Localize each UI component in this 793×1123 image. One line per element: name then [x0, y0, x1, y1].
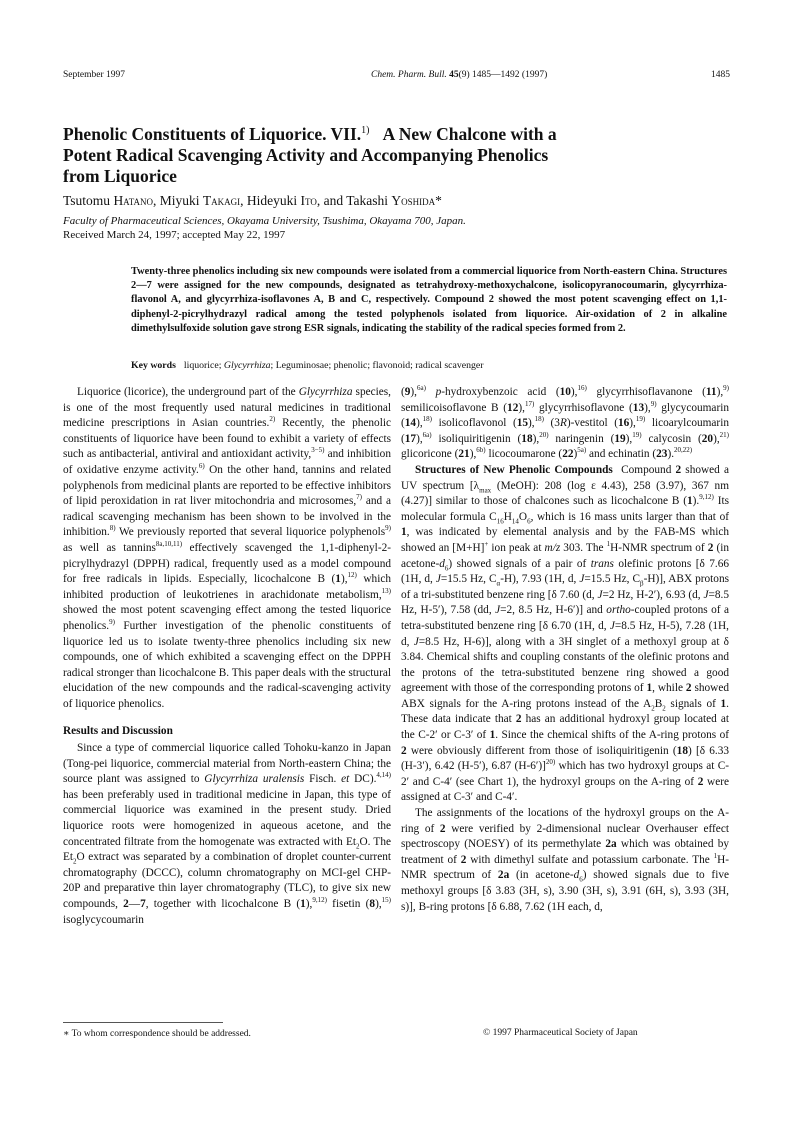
author-surname: Takagi [202, 193, 241, 208]
issue-date: September 1997 [63, 70, 126, 80]
journal-name: Chem. Pharm. Bull. [371, 70, 447, 80]
author-surname: Ito [300, 193, 317, 208]
author-surname: Hatano [113, 193, 153, 208]
body-column-left [63, 385, 391, 928]
title-line-2: Potent Radical Scavenging Activity and Accompanying Phenolics [63, 144, 549, 165]
title-line-1: Phenolic Constituents of Liquorice. VII. [63, 123, 362, 144]
journal-citation [371, 70, 547, 80]
noesy-paragraph: The assignments of the locations of the hydroxyl groups on the A-ring of 2 were verified by 2-dimensional nuclear Overhauser effect spectroscopy (NOESY) of its permethylate 2a which was obtained by treatment of 2 with dimethyl sulfate and potassium carbonate. The $^1$H-NMR spectrum of 2a (in acetone-$d_6$) showed signals due to five methoxyl groups [δ 3.83 (3H, s), 3.90 (3H, s), 3.91 (6H, s), 3.93 (3H, s)], B-ring protons [δ 6.88, 7.62 (1H each, d, [401, 807, 730, 913]
keywords-label: Key words [131, 360, 176, 371]
title-line-1-rest: A New Chalcone with a [382, 123, 557, 144]
journal-issue-pages: (9) 1485—1492 (1997) [458, 70, 548, 80]
corresponding-author-mark: * [435, 193, 442, 208]
title-line-3: from Liquorice [63, 165, 177, 186]
compound-list-paragraph: (9),$^{6a)}$ p-hydroxybenzoic acid (10),$^{16)}$ glycyrrhisoflavanone (11),$^{9)}$ semilicoisoflavone B (12),$^{17)}$ glycyrrhisoflavone (13),$^{9)}$ glycycoumarin (14),$^{18)}$ isolicoflavonol (15),$^{18)}$ (3R)-vestitol (16),$^{19)}$ licoarylcoumarin (17),$^{6a)}$ isoliquiritigenin (18),$^{20)}$ naringenin (19),$^{19)}$ calycosin (20),$^{21)}$ glicoricone (21),$^{6b)}$ licocoumarone $(22)^{5a)}$ and echinatin (23).$^{20,22)}$ [401, 384, 729, 461]
affiliation: Faculty of Pharmaceutical Sciences, Okayama University, Tsushima, Okayama 700, Japan. [63, 215, 466, 227]
section-heading: Results and Discussion [63, 725, 173, 738]
copyright-notice: © 1997 Pharmaceutical Society of Japan [483, 1028, 638, 1038]
results-paragraph: Since a type of commercial liquorice called Tohoku-kanzo in Japan (Tong-pei liquorice, commercial material from North-eastern China; the source plant was assigned to Glycyrrhiza uralensis Fisch. et DC).$^{4,14)}$ has been preferably used in traditional medicine in Japan, this type of commercial liquorice was examined in the present study. Dried liquorice roots were homogenized in aqueous acetone, and the concentrated filtrate from the homogenate was extracted with $Et_2O$. The $Et_2O$ extract was separated by a combination of droplet counter-current chromatography (DCCC), column chromatography on MCI-gel CHP-20P and preparative thin layer chromatography (TLC), to give six new compounds, 2—7, together with licochalcone B (1),$^{9,12)}$ fisetin (8),$^{15)}$ isoglycycoumarin [63, 742, 391, 926]
keywords: Key words liquorice; Glycyrrhiza; Leguminosae; phenolic; flavonoid; radical scavenger [131, 360, 484, 371]
author-surname: Yoshida [391, 193, 436, 208]
journal-volume: 45 [449, 70, 459, 80]
footnote-rule [63, 1022, 223, 1023]
body-column-right [401, 385, 729, 915]
intro-paragraph: Liquorice (licorice), the underground part of the Glycyrrhiza species, is one of the most frequently used natural medicines in traditional medicine prescriptions in Asian countries.$^{2)}$ Recently, the phenolic constituents of liquorice have been found to exhibit a variety of effects such as antibacterial, antiviral and antioxidant activity,$^{3-5)}$ and inhibition of oxidative enzyme activity.$^{6)}$ On the other hand, tannins and related polyphenols from medicinal plants are reported to be effective inhibitors of lipid peroxidation in rat liver mitochondria and microsomes,$^{7)}$ and a radical scavenging mechanism has been shown to be involved in the inhibition.$^{8)}$ We previously reported that several liquorice polyphenols$^{9)}$ as well as tannins$^{8a,10,11)}$ effectively scavenged the 1,1-diphenyl-2-picrylhydrazyl (DPPH) radical, frequently used as a model compound for free radicals in lipids. Especially, licochalcone B (1),$^{12)}$ which inhibited production of leukotrienes in arachidonate metabolism,$^{13)}$ showed the most potent scavenging effect among the tested liquorice phenolics.$^{9)}$ Further investigation of the phenolic constituents of liquorice led us to isolate twenty-three phenolics including six new compounds, one of which exhibited a scavenging effect on the DPPH radical stronger than licochalcone B. This paper deals with the structural elucidation of the new compounds and the radical-scavenging activity of liquorice phenolics. [63, 386, 392, 710]
title-footnote-ref: 1) [361, 125, 370, 136]
structures-paragraph: Structures of New Phenolic Compounds Compound 2 showed a UV spectrum [$\lambda_{max}$ (MeOH): 208 (log ε 4.43), 258 (3.97), 367 nm (4.27)] similar to those of chalcones such as licochalcone B (1).$^{9,12)}$ Its molecular formula $C_{16}H_{14}O_6$, which is 16 mass units larger than that of 1, was indicated by elemental analysis and by the FAB-MS which showed an [M+H]+ ion peak at m/z 303. The $^1$H-NMR spectrum of 2 (in acetone-$d_6$) showed signals of a pair of trans olefinic protons [δ 7.66 (1H, d, J=15.5 Hz, $C_\alpha-H$), 7.93 (1H, d, J=15.5 Hz, $C_\beta-H$)], ABX protons of a tri-substituted benzene ring [δ 7.60 (d, J=2 Hz, H-2′), 6.93 (d, J=8.5 Hz, H-5′), 7.58 (dd, J=2, 8.5 Hz, H-6′)] and ortho-coupled protons of a tetra-substituted benzene ring [δ 6.70 (1H, d, J=8.5 Hz, H-5), 7.28 (1H, d, J=8.5 Hz, H-6)], along with a 3H singlet of a methoxyl group at δ 3.84. Chemical shifts and coupling constants of the olefinic protons and the protons of the tetra-substituted benzene ring showed a good agreement with those of the corresponding protons of 1, while 2 showed ABX signals for the A-ring protons instead of the $A_2B_2$ signals of 1. These data indicate that 2 has an additional hydroxyl group located at the C-2′ or C-3′ of 1. Since the chemical shifts of the A-ring protons of 2 were obviously different from those of isoliquiritigenin (18) [δ 6.33 (H-3′), 6.42 (H-5′), 6.87 (H-6′)]$^{20)}$ which has two hydroxyl groups at C-2′ and C-4′ (see Chart 1), the hydroxyl groups on the A-ring of 2 were assigned at C-3′ and C-4′. [401, 463, 730, 804]
page-number: 1485 [711, 70, 730, 80]
inline-heading: Structures of New Phenolic Compounds [415, 463, 613, 476]
abstract: Twenty-three phenolics including six new compounds were isolated from a commercial liquorice from North-eastern China. Structures 2—7 were assigned for the new compounds, designated as tetrahydroxy-methoxychalcone, isolicopyranocoumarin, glycyrrhiza-flavonol A, and glycyrrhiza-isoflavones A, B and C, respectively. Compound 2 showed the most potent scavenging effect on 1,1-diphenyl-2-picrylhydrazyl radical among the tested polyphenols isolated from liquorice. Air-oxidation of 2 in alkaline dimethylsulfoxide solution gave strong ESR signals, indicating the stability of the radical species formed from 2. [131, 266, 727, 334]
author-list: Tsutomu Hatano, Miyuki Takagi, Hideyuki Ito, and Takashi Yoshida* [63, 193, 442, 208]
correspondence-footnote: ∗ To whom correspondence should be addressed. [63, 1029, 251, 1039]
article-title [63, 120, 703, 187]
received-dates: Received March 24, 1997; accepted May 22, 1997 [63, 229, 286, 241]
